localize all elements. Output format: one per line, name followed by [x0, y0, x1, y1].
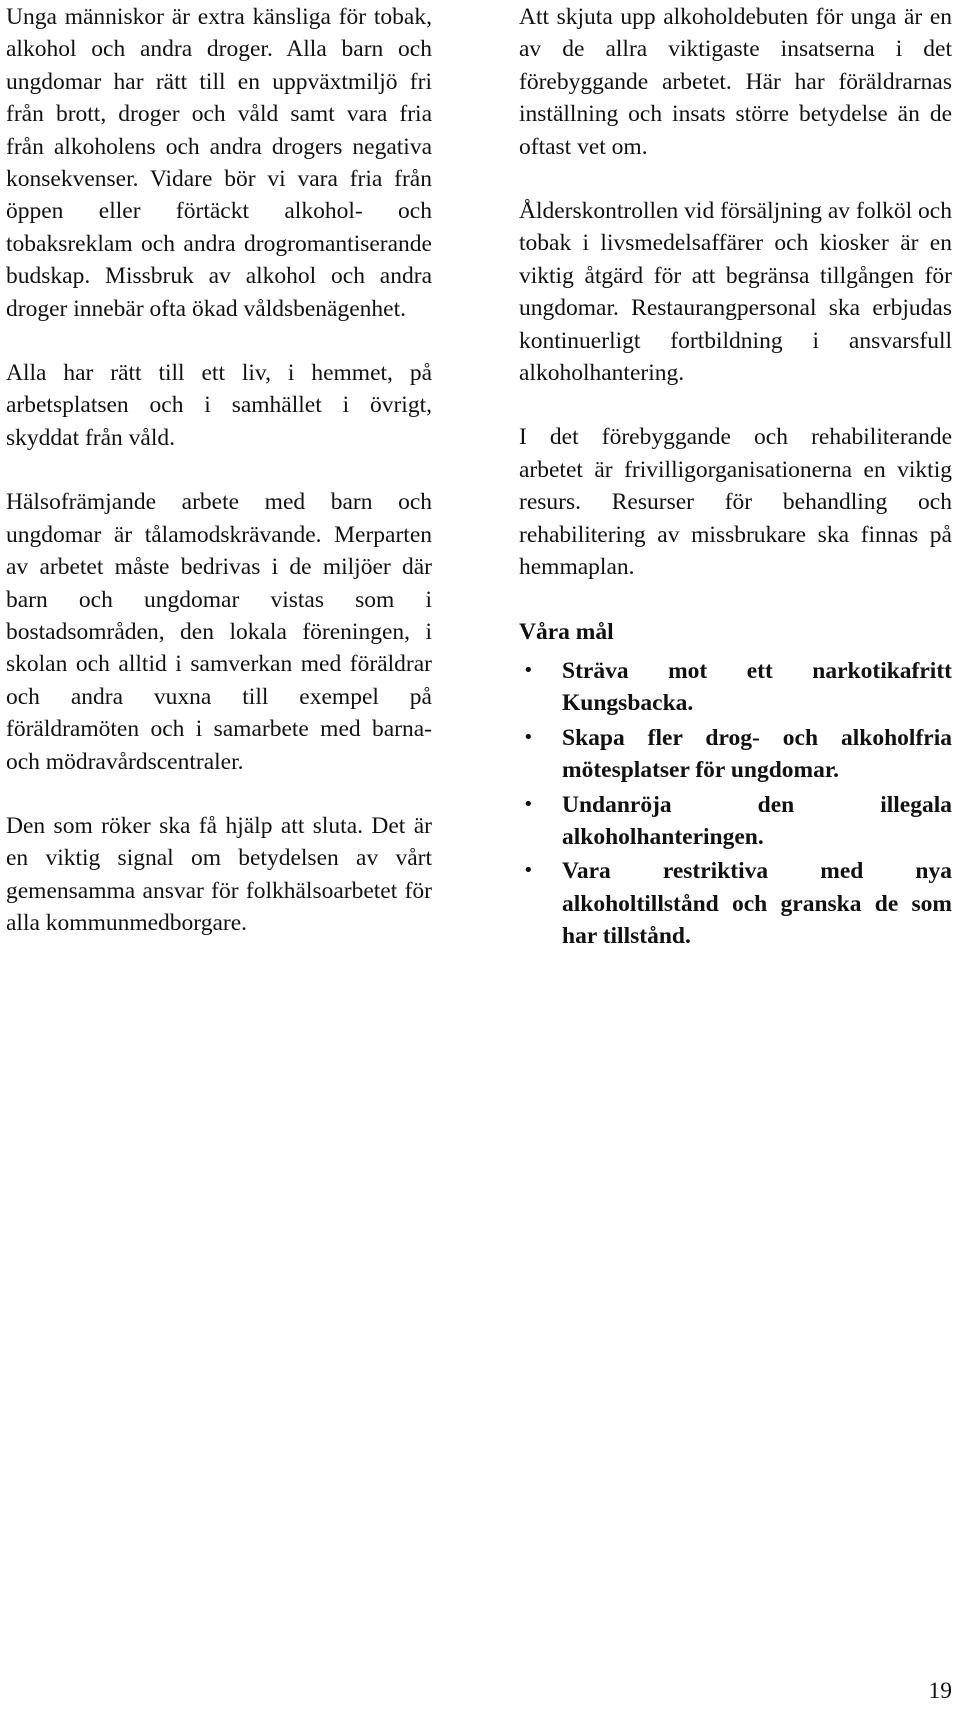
bullet-icon: • — [523, 860, 534, 882]
bullet-icon: • — [523, 793, 534, 815]
bullet-icon: • — [523, 659, 534, 681]
goal-item — [519, 655, 952, 720]
goal-text: Vara restriktiva med nya alkoholtillstånd och granska de som har tillstånd. — [562, 858, 952, 950]
paragraph-youth-sensitivity: Unga människor är extra känsliga för tobak, alkohol och andra droger. Alla barn och ungdomar har rätt till en uppväxtmiljö fri från brott, droger och våld samt vara fria från alkoholens och andra drogers negativa konsekvenser. Vidare bör vi vara fria från öppen eller förtäckt alkohol- och tobaksreklam och andra drogromantiserande budskap. Missbruk av alkohol och andra droger innebär ofta ökad våldsbenägenhet. — [6, 4, 432, 322]
paragraph-health-promotion: Hälsofrämjande arbete med barn och ungdomar är tålamodskrävande. Merparten av arbetet måste bedrivas i de miljöer där barn och ungdomar vistas som i bostadsområden, den lokala föreningen, i skolan och alltid i samverkan med föräldrar och andra vuxna till exempel på föräldramöten och i samarbete med barna- och mödravårdscentraler. — [6, 489, 432, 775]
goal-item — [519, 789, 952, 854]
page-number: 19 — [928, 1678, 952, 1704]
goals-heading: Våra mål — [519, 618, 614, 645]
goal-text: Undanröja den illegala alkoholhanteringen. — [562, 791, 952, 850]
goals-list — [519, 655, 952, 953]
goal-text: Sträva mot ett narkotikafritt Kungsbacka. — [562, 657, 952, 717]
goal-item — [519, 722, 952, 787]
goal-text: Skapa fler drog- och alkoholfria mötesplatser för ungdomar. — [562, 724, 952, 784]
paragraph-voluntary-organisations: I det förebyggande och rehabiliterande arbetet är frivilligorganisationerna en viktig resurs. Resurser för behandling och rehabilitering av missbrukare ska finnas på hemmaplan. — [519, 424, 952, 581]
paragraph-alcohol-debut: Att skjuta upp alkoholdebuten för unga är en av de allra viktigaste insatserna i det förebyggande arbetet. Här har föräldrarnas inställning och insats större betydelse än de oftast vet om. — [519, 4, 952, 160]
paragraph-smoking-cessation: Den som röker ska få hjälp att sluta. Det är en viktig signal om betydelsen av vårt gemensamma ansvar för folkhälsoarbetet för alla kommunmedborgare. — [6, 812, 432, 937]
left-column — [6, 1, 432, 972]
goal-item — [519, 855, 952, 952]
right-column — [519, 1, 952, 955]
bullet-icon: • — [523, 726, 534, 748]
paragraph-age-control: Ålderskontrollen vid försäljning av folköl och tobak i livsmedelsaffärer och kiosker är en viktig åtgärd för att begränsa tillgången för ungdomar. Restaurangpersonal ska erbjudas kontinuerligt fortbildning i ansvarsfull alkoholhantering. — [519, 198, 952, 387]
paragraph-right-to-safe-life: Alla har rätt till ett liv, i hemmet, på arbetsplatsen och i samhället i övrigt, skyddat från våld. — [6, 360, 432, 451]
